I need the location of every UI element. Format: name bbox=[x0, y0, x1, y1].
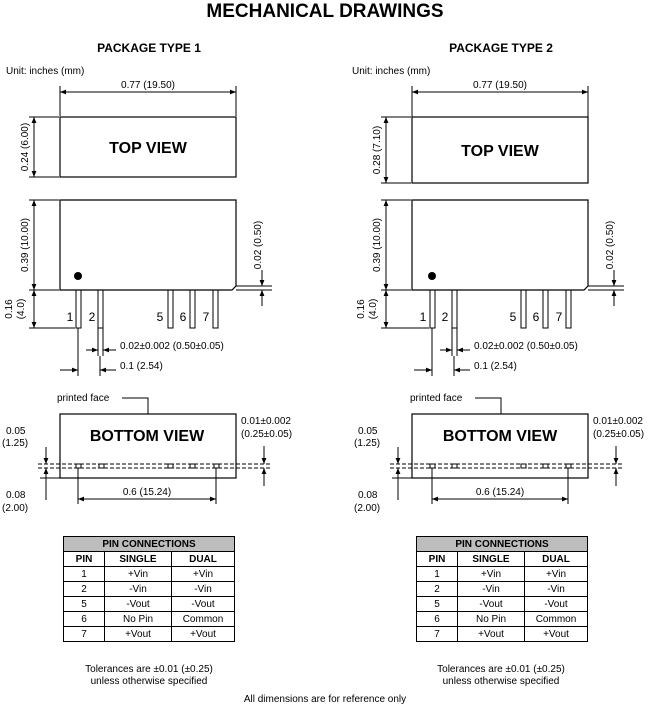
left-top-label-mm: (1.25) bbox=[2, 438, 29, 449]
column-header: SINGLE bbox=[105, 552, 172, 567]
pin-7 bbox=[566, 290, 571, 328]
package-2 bbox=[352, 41, 644, 514]
table-cell: 6 bbox=[64, 612, 105, 627]
pin-label: 5 bbox=[509, 310, 517, 324]
pin-2 bbox=[98, 290, 103, 328]
pins bbox=[420, 290, 571, 328]
package-1 bbox=[2, 41, 292, 514]
pin-width-dimension bbox=[440, 328, 578, 356]
pin-label: 1 bbox=[419, 310, 427, 324]
tolerance-note bbox=[49, 664, 249, 688]
side-view-body bbox=[60, 200, 236, 290]
table-row bbox=[64, 627, 235, 642]
pin-label: 2 bbox=[441, 310, 449, 324]
left-bottom-label-mm: (2.00) bbox=[354, 503, 381, 514]
top-height-label: 0.28 (7.10) bbox=[372, 125, 383, 175]
width-dimension-label: 0.77 (19.50) bbox=[473, 80, 527, 91]
table-title: PIN CONNECTIONS bbox=[417, 537, 588, 552]
span-label: 0.6 (15.24) bbox=[475, 487, 525, 498]
table-cell: +Vout bbox=[458, 627, 525, 642]
table-cell: -Vout bbox=[525, 597, 588, 612]
pitch-label: 0.1 (2.54) bbox=[120, 361, 163, 372]
pin-2 bbox=[452, 290, 457, 328]
footer-note: All dimensions are for reference only bbox=[243, 694, 407, 705]
pitch-label: 0.1 (2.54) bbox=[474, 361, 517, 372]
top-view-label: TOP VIEW bbox=[109, 140, 187, 157]
pins bbox=[67, 290, 218, 328]
column-header: SINGLE bbox=[458, 552, 525, 567]
pin-width-label: 0.02±0.002 (0.50±0.05) bbox=[474, 341, 578, 352]
pin1-marker bbox=[428, 272, 436, 280]
bottom-view-label: BOTTOM VIEW bbox=[442, 428, 558, 445]
pin-label: 2 bbox=[88, 310, 96, 324]
pin-width-label: 0.02±0.002 (0.50±0.05) bbox=[120, 341, 224, 352]
pin-length-dimension bbox=[356, 290, 429, 328]
bottom-pin-pads bbox=[76, 464, 219, 468]
left-dimensions bbox=[2, 426, 60, 514]
table-cell: +Vout bbox=[172, 627, 235, 642]
table-row bbox=[64, 597, 235, 612]
lead-thickness-label-inch: 0.01±0.002 bbox=[593, 416, 643, 427]
table-row bbox=[64, 567, 235, 582]
page-title: MECHANICAL DRAWINGS bbox=[206, 1, 444, 22]
column-header: PIN bbox=[64, 552, 105, 567]
pin-label: 7 bbox=[555, 310, 563, 324]
unit-label: Unit: inches (mm) bbox=[352, 66, 431, 77]
table-row bbox=[417, 627, 588, 642]
pin-6 bbox=[190, 290, 195, 328]
table-cell: 2 bbox=[417, 582, 458, 597]
package-title: PACKAGE TYPE 2 bbox=[449, 41, 553, 55]
bottom-pin-pads bbox=[430, 464, 571, 468]
table-title: PIN CONNECTIONS bbox=[64, 537, 235, 552]
table-cell: -Vout bbox=[172, 597, 235, 612]
table-cell: Common bbox=[172, 612, 235, 627]
table-cell: -Vin bbox=[172, 582, 235, 597]
pin-5 bbox=[521, 290, 526, 328]
column-header: PIN bbox=[417, 552, 458, 567]
table-row bbox=[417, 582, 588, 597]
lead-offset-dimension bbox=[236, 221, 272, 306]
left-bottom-label-mm: (2.00) bbox=[2, 503, 29, 514]
lead-thickness-label-inch: 0.01±0.002 bbox=[241, 416, 291, 427]
body-height-label: 0.39 (10.00) bbox=[372, 218, 383, 272]
table-cell: -Vout bbox=[458, 597, 525, 612]
printed-face-label: printed face bbox=[57, 393, 110, 404]
span-dimension bbox=[432, 468, 568, 504]
table-cell: 7 bbox=[417, 627, 458, 642]
width-dimension bbox=[60, 80, 236, 116]
top-height-dimension bbox=[20, 117, 59, 177]
pin-label: 6 bbox=[532, 310, 540, 324]
tolerance-note bbox=[401, 664, 601, 688]
left-top-label-inch: 0.05 bbox=[6, 426, 26, 437]
table-cell: +Vin bbox=[172, 567, 235, 582]
printed-face-label: printed face bbox=[410, 393, 463, 404]
table-row bbox=[417, 597, 588, 612]
pin-label: 5 bbox=[156, 310, 164, 324]
tolerance-line: unless otherwise specified bbox=[90, 676, 208, 687]
pin-connections-table bbox=[63, 536, 235, 642]
column-header: DUAL bbox=[525, 552, 588, 567]
table-cell: Common bbox=[525, 612, 588, 627]
table-row bbox=[417, 567, 588, 582]
lead-offset-label: 0.02 (0.50) bbox=[253, 220, 264, 270]
table-cell: 1 bbox=[64, 567, 105, 582]
table-cell: 2 bbox=[64, 582, 105, 597]
tolerance-line: Tolerances are ±0.01 (±0.25) bbox=[85, 664, 213, 675]
span-label: 0.6 (15.24) bbox=[122, 487, 172, 498]
lead-thickness-dimension bbox=[241, 416, 292, 486]
tolerance-line: Tolerances are ±0.01 (±0.25) bbox=[437, 664, 565, 675]
table-cell: -Vin bbox=[525, 582, 588, 597]
pin1-marker bbox=[74, 272, 82, 280]
pin-connections-table bbox=[416, 536, 588, 642]
table-cell: 6 bbox=[417, 612, 458, 627]
body-height-label: 0.39 (10.00) bbox=[20, 218, 31, 272]
pitch-dimension bbox=[60, 328, 163, 376]
table-cell: +Vin bbox=[458, 567, 525, 582]
left-top-label-inch: 0.05 bbox=[358, 426, 378, 437]
lead-thickness-label-mm: (0.25±0.05) bbox=[593, 429, 645, 440]
table-cell: No Pin bbox=[105, 612, 172, 627]
pin-label: 1 bbox=[66, 310, 74, 324]
table-cell: -Vin bbox=[458, 582, 525, 597]
table-cell: +Vout bbox=[525, 627, 588, 642]
pin-1 bbox=[430, 290, 435, 328]
pin-length-label-inch: 0.16 bbox=[4, 299, 15, 319]
pin-5 bbox=[168, 290, 173, 328]
table-cell: 1 bbox=[417, 567, 458, 582]
table-cell: +Vin bbox=[525, 567, 588, 582]
pitch-dimension bbox=[414, 328, 517, 376]
unit-label: Unit: inches (mm) bbox=[6, 66, 85, 77]
bottom-view-label: BOTTOM VIEW bbox=[89, 428, 205, 445]
pin-length-label-mm: (4.0) bbox=[16, 298, 27, 320]
pin-6 bbox=[543, 290, 548, 328]
table-cell: 7 bbox=[64, 627, 105, 642]
pin-7 bbox=[213, 290, 218, 328]
package-title: PACKAGE TYPE 1 bbox=[97, 41, 201, 55]
table-cell: No Pin bbox=[458, 612, 525, 627]
top-height-label: 0.24 (6.00) bbox=[20, 122, 31, 172]
width-dimension bbox=[412, 80, 588, 117]
side-view-body bbox=[412, 200, 588, 290]
left-dimensions bbox=[354, 426, 412, 514]
table-row bbox=[64, 612, 235, 627]
pin-label: 6 bbox=[179, 310, 187, 324]
pin-label: 7 bbox=[202, 310, 210, 324]
left-bottom-label-inch: 0.08 bbox=[6, 490, 26, 501]
table-cell: +Vout bbox=[105, 627, 172, 642]
table-cell: 5 bbox=[417, 597, 458, 612]
table-cell: 5 bbox=[64, 597, 105, 612]
span-dimension bbox=[78, 468, 216, 504]
printed-face-leader bbox=[122, 398, 148, 414]
pin-length-label-mm: (4.0) bbox=[368, 298, 379, 320]
pin-length-label-inch: 0.16 bbox=[356, 299, 367, 319]
column-header: DUAL bbox=[172, 552, 235, 567]
body-height-dimension bbox=[20, 200, 59, 290]
tolerance-line: unless otherwise specified bbox=[442, 676, 560, 687]
printed-face-leader bbox=[475, 398, 501, 414]
left-top-label-mm: (1.25) bbox=[354, 438, 381, 449]
lead-offset-dimension bbox=[588, 221, 624, 306]
pin-length-dimension bbox=[4, 290, 75, 328]
width-dimension-label: 0.77 (19.50) bbox=[121, 80, 175, 91]
pin-width-dimension bbox=[86, 328, 224, 356]
lead-offset-label: 0.02 (0.50) bbox=[605, 220, 616, 270]
table-row bbox=[64, 582, 235, 597]
body-height-dimension bbox=[372, 200, 411, 290]
left-bottom-label-inch: 0.08 bbox=[358, 490, 378, 501]
lead-thickness-dimension bbox=[593, 416, 644, 486]
top-view-label: TOP VIEW bbox=[461, 143, 539, 160]
pin-1 bbox=[76, 290, 81, 328]
table-cell: +Vin bbox=[105, 567, 172, 582]
table-cell: -Vin bbox=[105, 582, 172, 597]
top-height-dimension bbox=[372, 117, 411, 183]
table-row bbox=[417, 612, 588, 627]
lead-thickness-label-mm: (0.25±0.05) bbox=[241, 429, 293, 440]
table-cell: -Vout bbox=[105, 597, 172, 612]
